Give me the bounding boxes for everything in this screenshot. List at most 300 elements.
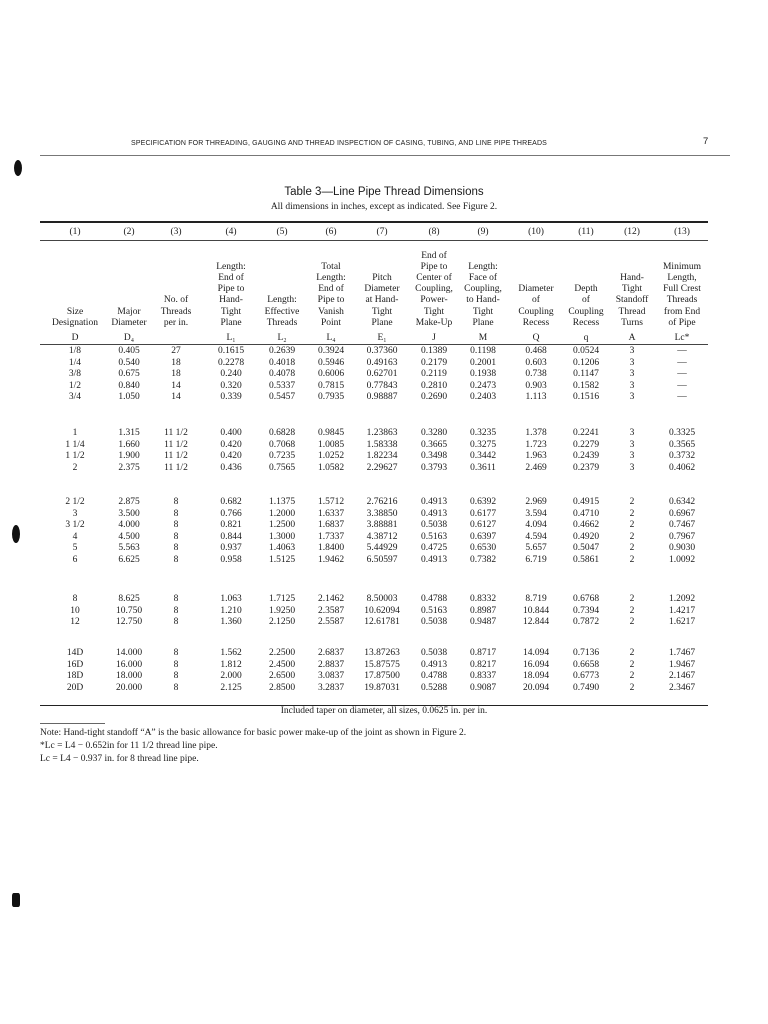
- table-cell: 0.420: [220, 451, 242, 462]
- table-cell: 0.6828: [268, 428, 296, 438]
- table-cell: 8: [173, 682, 179, 693]
- table-cell: 0.6177: [469, 508, 497, 519]
- column-header-line: Center of: [416, 273, 452, 283]
- table-cell: 2.875: [118, 497, 140, 507]
- table-cell: 0.4920: [572, 531, 600, 542]
- table-cell: 12.61781: [364, 617, 400, 628]
- table-cell: 2.8837: [317, 659, 345, 670]
- table-cell: 16.094: [522, 659, 550, 670]
- table-cell: 6.50597: [366, 555, 398, 565]
- table-cell: 1.360: [220, 617, 242, 628]
- table-cell: 0.3565: [668, 439, 696, 450]
- table-cell: 1.4063: [268, 543, 296, 554]
- table-cell: 0.8987: [469, 605, 497, 616]
- note-lc-11-5: *Lc = L4 − 0.652in for 11 1/2 thread line pipe.: [40, 741, 218, 751]
- table-cell: 0.5861: [572, 555, 600, 565]
- table-cell: 0.9087: [469, 682, 497, 693]
- table-cell: 1.23863: [366, 428, 398, 438]
- table-cell: 1.3000: [268, 531, 296, 542]
- table-cell: 0.7382: [469, 555, 497, 565]
- column-header-line: Hand-: [620, 273, 644, 283]
- size-designation-cell: 2 1/2: [65, 497, 85, 507]
- table-cell: 0.5337: [268, 380, 296, 391]
- table-cell: 0.3280: [420, 428, 448, 438]
- table-cell: 1.723: [525, 439, 547, 450]
- table-title: Table 3—Line Pipe Thread Dimensions: [284, 186, 484, 198]
- table-cell: 10.750: [115, 605, 143, 616]
- table-cell: 0.4788: [420, 671, 448, 682]
- size-designation-cell: 16D: [66, 659, 84, 670]
- column-number: (9): [477, 227, 489, 237]
- table-cell: 1.315: [118, 428, 140, 438]
- table-cell: 0.9030: [668, 543, 696, 554]
- table-cell: 8: [173, 617, 179, 628]
- column-number: (2): [123, 227, 135, 237]
- table-cell: 0.3498: [420, 451, 448, 462]
- table-cell: 8: [173, 671, 179, 682]
- column-header-line: from End: [663, 306, 701, 317]
- table-cell: 0.400: [220, 428, 242, 438]
- table-cell: 1.660: [118, 439, 140, 450]
- column-header-line: Full Crest: [663, 284, 701, 295]
- table-cell: 17.87500: [364, 671, 400, 682]
- table-cell: 2.4500: [268, 659, 296, 670]
- size-designation-cell: 4: [72, 531, 78, 542]
- table-cell: 8: [173, 659, 179, 670]
- table-cell: 0.3611: [470, 462, 496, 473]
- table-cell: 1.58338: [366, 439, 398, 450]
- table-cell: 14.094: [522, 648, 550, 658]
- size-designation-cell: 1/2: [68, 380, 82, 391]
- size-designation-cell: 10: [70, 605, 80, 616]
- taper-note: Included taper on diameter, all sizes, 0.0625 in. per in.: [280, 706, 488, 716]
- column-header-line: Plane: [220, 317, 242, 328]
- table-cell: 3: [629, 369, 635, 380]
- column-header-line: Tight: [220, 306, 242, 317]
- size-designation-cell: 18D: [66, 671, 84, 682]
- column-symbol-A: A: [628, 333, 636, 343]
- table-cell: 2.125: [220, 682, 242, 693]
- column-header-line: of: [582, 295, 590, 306]
- page-number: 7: [703, 136, 709, 147]
- table-cell: 0.6006: [317, 369, 345, 380]
- table-cell: 13.87263: [364, 648, 400, 658]
- notes-rule: [40, 723, 105, 724]
- table-cell: 0.821: [220, 520, 242, 531]
- table-cell: 0.320: [220, 380, 242, 391]
- column-header-line: Coupling,: [464, 284, 502, 295]
- table-cell: 3.88881: [366, 520, 398, 531]
- table-cell: 0.4662: [572, 520, 600, 531]
- table-cell: 0.6658: [572, 659, 600, 670]
- table-cell: 27: [171, 346, 181, 356]
- table-cell: 8.719: [525, 594, 547, 604]
- table-cell: 0.7068: [268, 439, 296, 450]
- table-cell: 3: [629, 439, 635, 450]
- table-cell: 5.657: [525, 543, 547, 554]
- table-cell: 2: [629, 659, 635, 670]
- table-cell: 2.469: [525, 462, 547, 473]
- table-cell: 0.675: [118, 369, 140, 380]
- column-header-line: Make-Up: [415, 317, 453, 328]
- column-header-line: Designation: [52, 317, 98, 328]
- column-header-line: Length:: [468, 261, 498, 272]
- table-cell: 0.405: [118, 346, 140, 356]
- table-cell: 0.6768: [572, 594, 600, 604]
- table-cell: 2: [629, 682, 635, 693]
- table-cell: 0.468: [525, 346, 547, 356]
- table-cell: 3.500: [118, 508, 140, 519]
- table-cell: 0.7565: [268, 462, 296, 473]
- table-cell: 0.5163: [420, 531, 448, 542]
- table-cell: 1.6837: [317, 520, 345, 531]
- column-header-line: Threads: [160, 306, 192, 317]
- table-cell: 6.719: [525, 555, 547, 565]
- table-cell: 0.5163: [420, 605, 448, 616]
- table-cell: 1.5712: [317, 497, 345, 507]
- table-cell: 0.3924: [317, 346, 345, 356]
- table-cell: 0.4078: [268, 369, 296, 380]
- size-designation-cell: 12: [70, 617, 80, 628]
- table-cell: 1.210: [220, 605, 242, 616]
- table-cell: 2.3587: [317, 605, 345, 616]
- table-cell: 8: [173, 648, 179, 658]
- table-cell: 8: [173, 508, 179, 519]
- table-cell: 0.62701: [366, 369, 398, 380]
- table-cell: 2.6837: [317, 648, 345, 658]
- size-designation-cell: 3/4: [68, 392, 82, 403]
- column-header-line: Pipe to: [317, 295, 345, 306]
- table-cell: 2: [629, 555, 635, 565]
- table-cell: 0.9845: [317, 428, 345, 438]
- table-cell: 11 1/2: [164, 439, 188, 450]
- column-header-line: at Hand-: [365, 295, 399, 306]
- table-cell: 1.9250: [268, 605, 296, 616]
- table-cell: 8: [173, 555, 179, 565]
- table-cell: 1.7337: [317, 531, 345, 542]
- column-header-line: Tight: [371, 306, 393, 317]
- table-cell: 0.1147: [573, 369, 599, 380]
- size-designation-cell: 1: [72, 428, 78, 438]
- table-cell: 2: [629, 594, 635, 604]
- binding-mark: [12, 893, 20, 907]
- table-cell: 2.1467: [668, 671, 696, 682]
- table-cell: 14: [171, 392, 181, 403]
- column-header-line: Pipe to: [217, 284, 245, 295]
- column-number: (12): [624, 227, 640, 237]
- table-cell: 0.3442: [469, 451, 497, 462]
- table-cell: 8.625: [118, 594, 140, 604]
- binding-mark: [12, 525, 20, 543]
- column-header-line: Tight: [423, 306, 445, 317]
- table-cell: 8.50003: [366, 594, 398, 604]
- column-symbol-D4: D₄: [123, 333, 135, 343]
- column-header-line: Coupling: [518, 306, 554, 317]
- column-number: (1): [69, 227, 81, 237]
- table-cell: 8: [173, 594, 179, 604]
- table-cell: 3: [629, 392, 635, 403]
- table-cell: 0.5288: [420, 682, 448, 693]
- page-header: [0, 137, 768, 151]
- table-cell: 0.5038: [420, 520, 448, 531]
- column-symbol-L4: L₄: [326, 333, 336, 343]
- table-cell: 18: [171, 369, 181, 380]
- header-bottom-rule: [40, 344, 708, 345]
- table-cell: 2: [629, 617, 635, 628]
- column-header-line: Turns: [621, 317, 643, 328]
- table-cell: 0.2241: [572, 428, 600, 438]
- table-cell: 0.2690: [420, 392, 448, 403]
- table-cell: 0.4725: [420, 543, 448, 554]
- table-cell: 0.7815: [317, 380, 345, 391]
- size-designation-cell: 6: [72, 555, 78, 565]
- table-cell: 0.5038: [420, 648, 448, 658]
- table-cell: 1.6337: [317, 508, 345, 519]
- column-header-line: Length,: [667, 273, 697, 283]
- size-designation-cell: 1/4: [68, 357, 82, 368]
- column-header-line: Vanish: [318, 306, 344, 317]
- column-header-line: Pipe to: [420, 261, 448, 272]
- column-header-line: Point: [320, 317, 342, 328]
- table-cell: 2: [629, 520, 635, 531]
- size-designation-cell: 3 1/2: [65, 520, 85, 531]
- table-cell: 0.4915: [572, 497, 600, 507]
- column-symbol-M: M: [478, 333, 488, 343]
- table-cell: 3.2837: [317, 682, 345, 693]
- table-cell: 8: [173, 531, 179, 542]
- table-cell: 0.3235: [469, 428, 497, 438]
- table-cell: 0.6342: [668, 497, 696, 507]
- table-cell: 0.8332: [469, 594, 497, 604]
- table-subtitle: All dimensions in inches, except as indicated. See Figure 2.: [270, 202, 498, 212]
- header-rule: [40, 155, 730, 156]
- column-header-line: Depth: [574, 284, 598, 295]
- table-cell: 5.563: [118, 543, 140, 554]
- table-cell: 1.2500: [268, 520, 296, 531]
- table-cell: 0.2379: [572, 462, 600, 473]
- table-cell: 0.9487: [469, 617, 497, 628]
- table-cell: 0.4062: [668, 462, 696, 473]
- table-cell: 2.5587: [317, 617, 345, 628]
- table-cell: 1.82234: [366, 451, 398, 462]
- column-header-line: Size: [66, 306, 84, 317]
- table-cell: 1.0092: [668, 555, 696, 565]
- table-cell: 0.2279: [572, 439, 600, 450]
- table-top-rule: [40, 221, 708, 223]
- table-cell: 0.766: [220, 508, 242, 519]
- table-cell: 4.594: [525, 531, 547, 542]
- table-cell: 2.3467: [668, 682, 696, 693]
- column-header-line: Tight: [472, 306, 494, 317]
- size-designation-cell: 5: [72, 543, 78, 554]
- table-cell: 4.38712: [366, 531, 398, 542]
- column-symbol-Lc: Lc*: [674, 333, 690, 343]
- table-cell: 6.625: [118, 555, 140, 565]
- table-cell: 1.2092: [668, 594, 696, 604]
- column-header-line: Threads: [266, 317, 298, 328]
- table-cell: 0.7490: [572, 682, 600, 693]
- table-cell: 0.4018: [268, 357, 296, 368]
- table-cell: 0.49163: [366, 357, 398, 368]
- note-standoff: Note: Hand-tight standoff “A” is the basic allowance for basic power make-up of the joint as shown in Figure 2.: [40, 728, 467, 738]
- table-cell: 0.2001: [469, 357, 497, 368]
- size-designation-cell: 1/8: [68, 346, 82, 356]
- table-cell: 3: [629, 428, 635, 438]
- column-symbol-E1: E₁: [377, 333, 387, 343]
- table-cell: 3.0837: [317, 671, 345, 682]
- column-symbol-L2: L₂: [277, 333, 287, 343]
- column-header-line: End of: [421, 250, 447, 261]
- table-cell: 2.000: [220, 671, 242, 682]
- column-header-line: Thread: [618, 306, 646, 317]
- table-cell: 0.540: [118, 357, 140, 368]
- table-cell: 0.77843: [366, 380, 398, 391]
- table-cell: 0.2810: [420, 380, 448, 391]
- table-cell: 1.8400: [317, 543, 345, 554]
- table-cell: 3.594: [525, 508, 547, 519]
- table-cell: 2.1250: [268, 617, 296, 628]
- table-cell: 0.6773: [572, 671, 600, 682]
- table-cell: 8: [173, 520, 179, 531]
- column-header-line: Tight: [621, 284, 643, 295]
- table-cell: 0.339: [220, 392, 242, 403]
- column-number: (10): [528, 227, 544, 237]
- table-cell: 0.1938: [469, 369, 497, 380]
- table-cell: 10.62094: [364, 605, 400, 616]
- table-cell: 0.436: [220, 462, 242, 473]
- table-cell: 0.2639: [268, 346, 296, 356]
- table-cell: 2.29627: [366, 462, 398, 473]
- table-cell: 0.3732: [668, 451, 696, 462]
- table-cell: —: [677, 346, 687, 356]
- table-cell: 0.682: [220, 497, 242, 507]
- table-cell: 0.5038: [420, 617, 448, 628]
- column-header-line: Length:: [216, 261, 246, 272]
- table-cell: 1.2000: [268, 508, 296, 519]
- table-cell: 16.000: [115, 659, 143, 670]
- table-cell: 3: [629, 357, 635, 368]
- table-cell: 8: [173, 497, 179, 507]
- column-number: (4): [225, 227, 237, 237]
- table-cell: 0.2119: [421, 369, 447, 380]
- table-cell: 0.4788: [420, 594, 448, 604]
- table-cell: 0.6530: [469, 543, 497, 554]
- column-number: (11): [578, 227, 594, 237]
- table-cell: 2.1462: [317, 594, 345, 604]
- column-header-line: Recess: [572, 317, 600, 328]
- column-header-line: Coupling,: [415, 284, 453, 295]
- table-cell: 0.240: [220, 369, 242, 380]
- table-cell: 0.7967: [668, 531, 696, 542]
- table-cell: 0.603: [525, 357, 547, 368]
- table-cell: 0.6392: [469, 497, 497, 507]
- table-cell: 2.6500: [268, 671, 296, 682]
- table-cell: 5.44929: [366, 543, 398, 554]
- size-designation-cell: 3: [72, 508, 78, 519]
- table-cell: 0.7235: [268, 451, 296, 462]
- table-cell: 1.9467: [668, 659, 696, 670]
- column-number: (13): [674, 227, 690, 237]
- size-designation-cell: 1 1/4: [65, 439, 85, 450]
- table-cell: 0.840: [118, 380, 140, 391]
- table-cell: 0.3665: [420, 439, 448, 450]
- column-symbol-D: D: [71, 333, 79, 343]
- column-header-line: Recess: [522, 317, 550, 328]
- table-cell: 2: [629, 531, 635, 542]
- column-symbol-L1: L₁: [226, 333, 236, 343]
- column-number: (7): [376, 227, 388, 237]
- table-cell: 2: [629, 543, 635, 554]
- column-header-line: End of: [318, 284, 344, 295]
- column-header-line: Hand-: [219, 295, 243, 306]
- table-cell: 0.5946: [317, 357, 345, 368]
- size-designation-cell: 14D: [66, 648, 84, 658]
- table-cell: 0.4913: [420, 555, 448, 565]
- column-number-rule: [40, 240, 708, 241]
- table-cell: 0.5047: [572, 543, 600, 554]
- table-cell: 0.420: [220, 439, 242, 450]
- table-cell: 18.094: [522, 671, 550, 682]
- table-cell: 1.0085: [317, 439, 345, 450]
- table-cell: 0.7136: [572, 648, 600, 658]
- column-number: (6): [325, 227, 337, 237]
- table-cell: 0.8337: [469, 671, 497, 682]
- size-designation-cell: 3/8: [68, 369, 82, 380]
- table-cell: 0.958: [220, 555, 242, 565]
- column-header-line: Coupling: [568, 306, 604, 317]
- table-cell: 10.844: [522, 605, 550, 616]
- table-cell: 2: [629, 605, 635, 616]
- table-cell: 1.378: [525, 428, 547, 438]
- table-cell: 19.87031: [364, 682, 400, 693]
- table-cell: —: [677, 357, 687, 368]
- column-header-line: No. of: [163, 295, 189, 306]
- table-cell: 2.375: [118, 462, 140, 473]
- column-number: (5): [276, 227, 288, 237]
- column-header-line: Plane: [371, 317, 393, 328]
- table-cell: 0.2473: [469, 380, 497, 391]
- column-header-line: to Hand-: [466, 295, 500, 306]
- note-lc-8: Lc = L4 − 0.937 in. for 8 thread line pipe.: [40, 754, 199, 764]
- table-cell: 14.000: [115, 648, 143, 658]
- column-symbol-J: J: [432, 333, 436, 343]
- table-cell: 0.1615: [217, 346, 245, 356]
- table-cell: 2.2500: [268, 648, 296, 658]
- table-cell: 18.000: [115, 671, 143, 682]
- table-cell: 0.8717: [469, 648, 497, 658]
- column-header-line: Minimum: [662, 261, 701, 272]
- table-cell: 0.98887: [366, 392, 398, 403]
- table-cell: 1.900: [118, 451, 140, 462]
- column-header-line: Pitch: [372, 273, 392, 283]
- table-cell: 0.6127: [469, 520, 497, 531]
- table-cell: 3: [629, 380, 635, 391]
- column-header-line: Standoff: [615, 295, 649, 306]
- size-designation-cell: 1 1/2: [65, 451, 85, 462]
- table-cell: 0.3793: [420, 462, 448, 473]
- table-cell: 1.562: [220, 648, 242, 658]
- column-header-line: Total: [321, 261, 341, 272]
- table-cell: 1.4217: [668, 605, 696, 616]
- table-cell: 3: [629, 346, 635, 356]
- table-cell: 0.5457: [268, 392, 296, 403]
- column-header-line: Major: [117, 306, 141, 317]
- table-cell: —: [677, 392, 687, 403]
- table-cell: 15.87575: [364, 659, 400, 670]
- table-cell: 1.063: [220, 594, 242, 604]
- column-header-line: Diameter: [518, 284, 554, 295]
- table-cell: 12.750: [115, 617, 143, 628]
